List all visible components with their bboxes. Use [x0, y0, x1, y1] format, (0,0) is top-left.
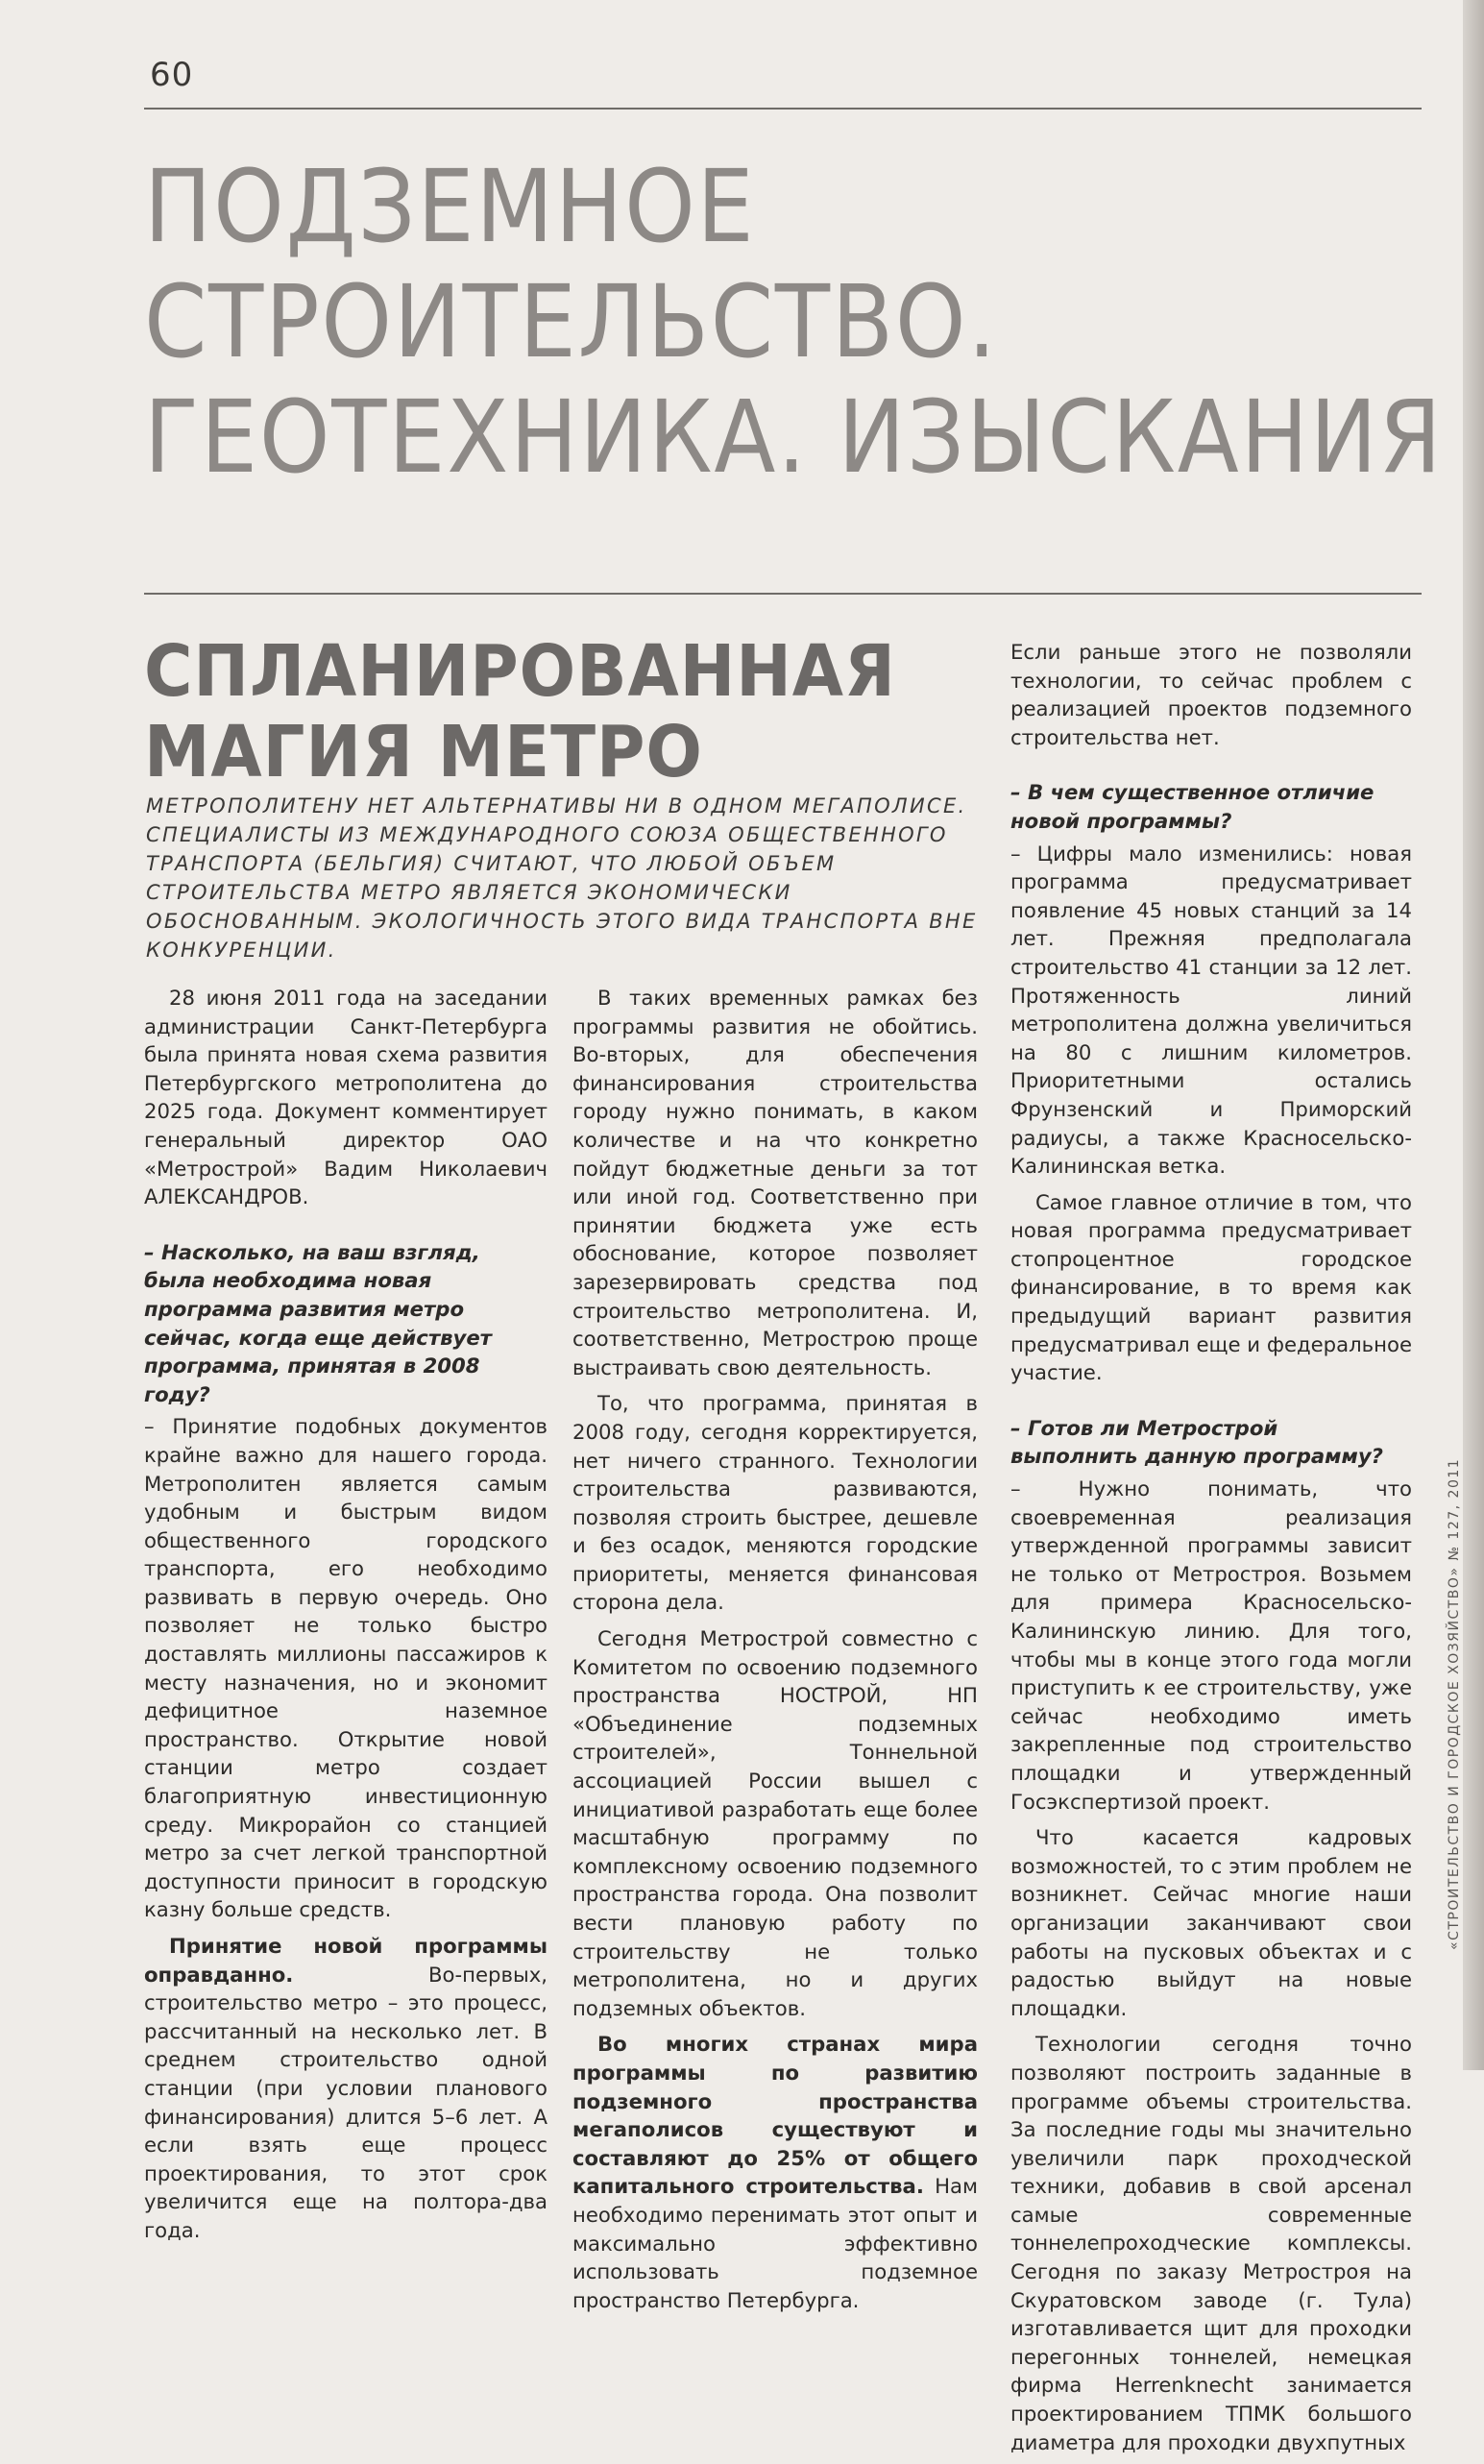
paragraph: Если раньше этого не позволяли технологии, то сейчас проблем с реализацией проектов подземного строительства нет. — [1010, 640, 1412, 749]
column-1 — [144, 984, 547, 2253]
paragraph — [572, 2030, 978, 2314]
paragraph: В таких временных рамках без программы развития не обойтись. Во-вторых, для обеспечения финансирования строительства городу нужно понимать, в каком количестве и на что конкретно пойдут бюджетные деньги за тот или иной год. Соответственно при принятии бюджета уже есть обоснование, которое позволяет зарезервировать средства под строительство метрополитена. И, соответственно, Метрострою проще выстраивать свою деятельность. — [572, 986, 978, 1379]
highlight-text: Во многих странах мира программы по развитию подземного пространства мегаполисов существуют и составляют до 25% от общего капитального строительства. — [572, 2032, 978, 2199]
section-title-line-3: ГЕОТЕХНИКА. ИЗЫСКАНИЯ — [144, 378, 1444, 496]
article-title — [144, 631, 948, 793]
paragraph-text: Нам необходимо перенимать этот опыт и максимально эффективно использовать подземное пространство Петербурга. — [572, 2174, 978, 2312]
section-rule — [144, 593, 1422, 595]
section-title-line-2: СТРОИТЕЛЬСТВО. — [144, 263, 998, 380]
magazine-credit: «СТРОИТЕЛЬСТВО И ГОРОДСКОЕ ХОЗЯЙСТВО» № 127, 2011 — [1447, 1457, 1462, 1950]
question-1: – Насколько, на ваш взгляд, была необходима новая программа развития метро сейчас, когда еще действует программа, принятая в 2008 году? — [144, 1239, 492, 1406]
top-rule — [144, 108, 1422, 110]
article-title-line-2: МАГИЯ МЕТРО — [144, 711, 703, 793]
paragraph: То, что программа, принятая в 2008 году, сегодня корректируется, нет ничего странного. Технологии строительства развиваются, позволяя строить быстрее, дешевле и без осадок, меняются городские приоритеты, меняется финансовая сторона дела. — [572, 1391, 978, 1615]
section-title — [144, 148, 1444, 496]
answer-3-paragraph: – Нужно понимать, что своевременная реализация утвержденной программы зависит не только от Метростроя. Возьмем для примера Красносельско-Калининскую линию. Для того, чтобы мы в конце этого года могли приступить к ее строительству, уже сейчас необходимо иметь закрепленные под строительство площадки и утвержденный Госэкспертизой проект. — [1010, 1476, 1412, 1814]
highlight-text: Принятие новой программы оправданно. — [144, 1934, 547, 1987]
question-2: – В чем существенное отличие новой программы? — [1010, 780, 1375, 833]
column-3 — [1010, 638, 1412, 2464]
paragraph: Что касается кадровых возможностей, то с этим проблем не возникнет. Сейчас многие наши организации заканчивают свои работы на пусковых объектах и с радостью выйдут на новые площадки. — [1010, 1825, 1412, 2020]
paragraph: Сегодня Метрострой совместно с Комитетом по освоению подземного пространства НОСТРОЙ, НП «Объединение подземных строителей», Тоннельной ассоциацией России вышел с инициативой разработать еще более масштабную программу по комплексному освоению подземного пространства города. Она позволит вести плановую работу по строительству не только метрополитена, но и других подземных объектов. — [572, 1626, 978, 2020]
article-title-line-1: СПЛАНИРОВАННАЯ — [144, 630, 896, 713]
paragraph: Самое главное отличие в том, что новая программа предусматривает стопроцентное городское финансирование, в то время как предыдущий вариант развития предусматривал еще и федеральное участие. — [1010, 1189, 1412, 1385]
intro-paragraph: 28 июня 2011 года на заседании администрации Санкт-Петербурга была принята новая схема развития Петербургского метрополитена до 2025 года. Документ комментирует генеральный директор ОАО «Метрострой» Вадим Николаевич АЛЕКСАНДРОВ. — [144, 986, 547, 1209]
paragraph: Технологии сегодня точно позволяют построить заданные в программе объемы строительства. За последние годы мы значительно увеличили парк проходческой техники, добавив в свой арсенал самые современные тоннелепроходческие комплексы. Сегодня по заказу Метростроя на Скуратовском заводе (г. Тула) изготавливается щит для проходки перегонных тоннелей, немецкая фирма Herrenknecht занимается проектированием ТПМК большого диаметра для проходки двухпутных — [1010, 2032, 1412, 2454]
section-title-line-1: ПОДЗЕМНОЕ — [144, 148, 756, 265]
answer-2-paragraph: – Цифры мало изменились: новая программа предусматривает появление 45 новых станций за 14 лет. Прежняя предполагала строительство 41 станции за 12 лет. Протяженность линий метрополитена должна увеличиться на 80 с лишним километров. Приоритетными остались Фрунзенский и Приморский радиусы, а также Красносельско-Калининская ветка. — [1010, 841, 1412, 1179]
answer-1-paragraph-2 — [144, 1932, 547, 2245]
page-edge — [1463, 0, 1484, 2070]
answer-1-paragraph: – Принятие подобных документов крайне важно для нашего города. Метрополитен является самым удобным и быстрым видом общественного городского транспорта, его необходимо развивать в первую очередь. Оно позволяет не только быстро доставлять миллионы пассажиров к месту назначения, но и экономит дефицитное наземное пространство. Открытие новой станции метро создает благоприятную инвестиционную среду. Микрорайон со станцией метро за счет легкой транспортной доступности приносит в городскую казну больше средств. — [144, 1414, 547, 1922]
article-lead: МЕТРОПОЛИТЕНУ НЕТ АЛЬТЕРНАТИВЫ НИ В ОДНОМ МЕГАПОЛИСЕ. СПЕЦИАЛИСТЫ ИЗ МЕЖДУНАРОДНОГО СОЮЗА ОБЩЕСТВЕННОГО ТРАНСПОРТА (БЕЛЬГИЯ) СЧИТАЮТ, ЧТО ЛЮБОЙ ОБЪЕМ СТРОИТЕЛЬСТВА МЕТРО ЯВЛЯЕТСЯ ЭКОНОМИЧЕСКИ ОБОСНОВАННЫМ. ЭКОЛОГИЧНОСТЬ ЭТОГО ВИДА ТРАНСПОРТА ВНЕ КОНКУРЕНЦИИ. — [146, 794, 978, 962]
question-3: – Готов ли Метрострой выполнить данную программу? — [1010, 1415, 1383, 1469]
column-2 — [572, 984, 978, 2322]
paragraph-text: Во-первых, строительство метро – это процесс, рассчитанный на несколько лет. В среднем строительство одной станции (при условии планового финансирования) длится 5–6 лет. А если взять еще процесс проектирования, то этот срок увеличится еще на полтора-два года. — [144, 1962, 547, 2242]
page-number: 60 — [150, 56, 194, 94]
